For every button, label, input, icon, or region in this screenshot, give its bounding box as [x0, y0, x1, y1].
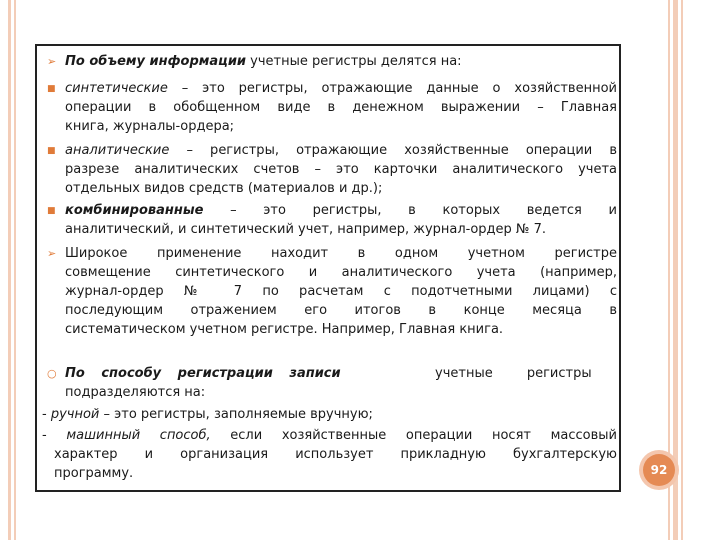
- square-bullet-icon: ■: [47, 84, 56, 94]
- paragraph-synthetic-line1: [65, 81, 617, 97]
- paragraph-combined-line1: [65, 203, 617, 219]
- text: – это регистры, заполняемые вручную;: [99, 407, 373, 422]
- paragraph-machine-line2: характер и организация использует прикладную бухгалтерскую: [54, 447, 617, 462]
- paragraph-machine-line1: [42, 428, 617, 444]
- paragraph-wide-use-line3: журнал-ордер № 7 по расчетам с подотчетными лицами) с: [65, 284, 617, 299]
- paragraph-manual: [42, 407, 617, 423]
- paragraph-machine-line3: программу.: [54, 466, 134, 481]
- paragraph-method-line2: подразделяются на:: [65, 385, 206, 400]
- paragraph-combined-line2: аналитический, и синтетический учет, например, журнал-ордер № 7.: [65, 222, 546, 237]
- text: – регистры, отражающие хозяйственные операции в: [169, 143, 617, 158]
- paragraph-synthetic-line2: операции в обобщенном виде в денежном выражении – Главная: [65, 100, 617, 115]
- dash: -: [42, 428, 67, 443]
- bold-term: По объему информации: [65, 54, 247, 69]
- italic-term: ручной: [50, 407, 100, 422]
- page-number-badge: [639, 450, 679, 490]
- square-bullet-icon: ■: [47, 146, 56, 156]
- paragraph-wide-use-line2: совмещение синтетического и аналитического учета (например,: [65, 265, 617, 280]
- paragraph-method-line1: [65, 366, 617, 382]
- text: учетные регистры: [435, 366, 592, 381]
- arrow-bullet-icon: ➢: [47, 55, 57, 68]
- text: если хозяйственные операции носят массовый: [210, 428, 617, 443]
- text: – это регистры, отражающие данные о хозяйственной: [167, 81, 617, 96]
- text: учетные регистры делятся на:: [246, 54, 462, 69]
- paragraph-analytic-line3: отдельных видов средств (материалов и др.);: [65, 181, 383, 196]
- circle-bullet-icon: ○: [47, 367, 57, 380]
- paragraph-wide-use-line1: Широкое применение находит в одном учетном регистре: [65, 246, 617, 261]
- text: – это регистры, в которых ведется и: [203, 203, 617, 218]
- paragraph-analytic-line1: [65, 143, 617, 159]
- dash: -: [42, 407, 51, 422]
- italic-term: аналитические: [65, 143, 170, 158]
- left-decor-stripe: [8, 0, 11, 540]
- arrow-bullet-icon: ➢: [47, 247, 57, 260]
- left-decor-stripe: [14, 0, 16, 540]
- italic-term: машинный способ,: [66, 428, 211, 443]
- paragraph-wide-use-line5: систематическом учетном регистре. Например, Главная книга.: [65, 322, 504, 337]
- slide-content-box: [35, 44, 621, 492]
- paragraph-wide-use-line4: последующим отражением его итогов в конце месяца в: [65, 303, 617, 318]
- paragraph-volume: [65, 54, 617, 70]
- square-bullet-icon: ■: [47, 206, 56, 216]
- bold-term: комбинированные: [65, 203, 204, 218]
- italic-term: синтетические: [65, 81, 168, 96]
- paragraph-synthetic-line3: книга, журналы-ордера;: [65, 119, 235, 134]
- right-decor-stripe: [681, 0, 683, 540]
- bold-term: По способу регистрации записи: [65, 366, 341, 381]
- paragraph-analytic-line2: разрезе аналитических счетов – это карточки аналитического учета: [65, 162, 617, 177]
- page-number: 92: [643, 454, 675, 486]
